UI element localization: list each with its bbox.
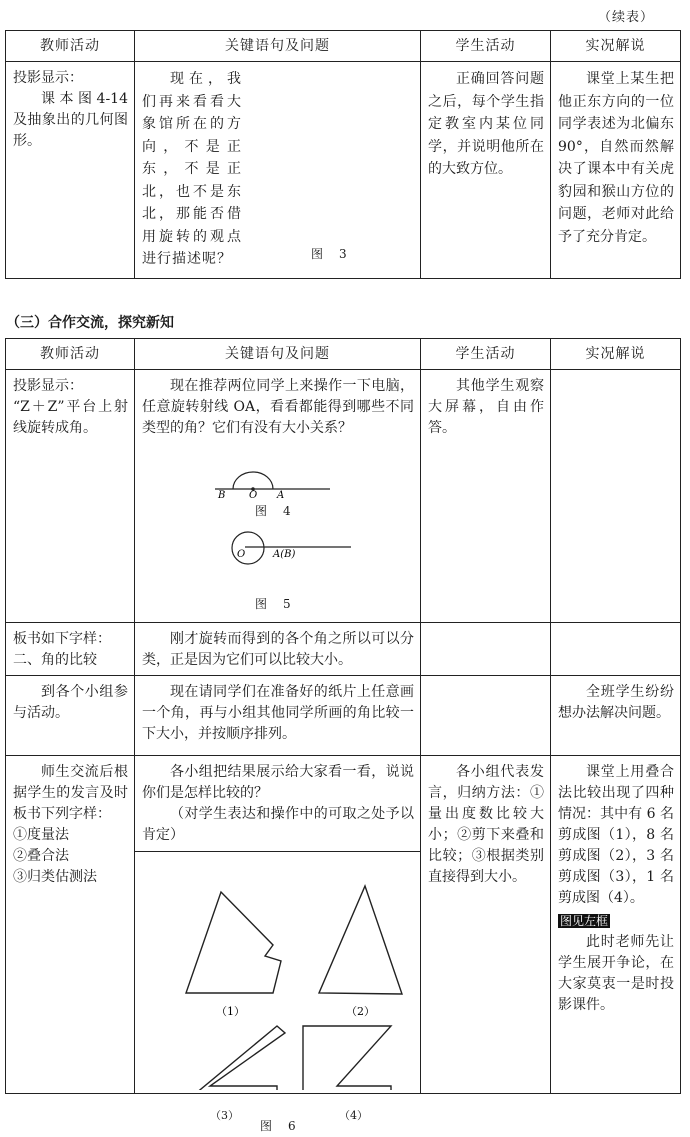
key-cell <box>135 756 421 1133</box>
commentary-cell <box>551 62 681 279</box>
student-cell <box>421 62 551 279</box>
header-teacher: 教师活动 <box>6 339 135 370</box>
teacher-cell <box>6 623 135 676</box>
label-b: B <box>218 490 226 498</box>
commentary-cell <box>551 370 681 623</box>
teacher-text: 到各个小组参与活动。 <box>13 684 128 721</box>
figure-caption: 图 6 <box>260 1119 298 1133</box>
key-text: 现在，我们再来看看大象馆所在的方向，不是正东，不是正北，也不是东北，那能否借用旋转的观点进行描述呢？ <box>142 71 242 267</box>
student-text: 正确回答问题之后，每个学生指定教室内某位同学，并说明他所在的大致方位。 <box>428 71 544 177</box>
student-cell <box>421 756 551 1094</box>
section-title: （三）合作交流，探究新知 <box>6 315 174 331</box>
shape-1 <box>186 892 281 993</box>
commentary-cell <box>551 623 681 676</box>
teacher-cell <box>6 370 135 623</box>
figure-caption: 图 4 <box>255 504 293 518</box>
student-cell <box>421 370 551 623</box>
teacher-line: 课本图4-14及抽象出的几何图形。 <box>13 91 128 149</box>
commentary-cell <box>551 756 681 1094</box>
teacher-line: 投影显示： <box>13 70 83 86</box>
key-text: 刚才旋转而得到的各个角之所以可以分类，正是因为它们可以比较大小。 <box>142 631 414 668</box>
commentary-text: 课堂上用叠合法比较出现了四种情况：其中有 6 名剪成图（1），8 名剪成图（2），3 名剪成图（3），1 名剪成图（4）。 <box>558 764 674 906</box>
teacher-line: ③归类估测法 <box>13 869 97 885</box>
key-text: 各小组把结果展示给大家看一看，说说你们是怎样比较的？ <box>142 764 414 801</box>
teacher-line: ②叠合法 <box>13 848 69 864</box>
label-3: （3） <box>210 1109 239 1122</box>
key-text: 现在推荐两位同学上来操作一下电脑，任意旋转射线 OA，看看都能得到哪些不同类型的角？它们有没有大小关系？ <box>142 378 414 436</box>
continued-label: （续表） <box>598 10 655 25</box>
shape-3 <box>195 1026 285 1090</box>
teacher-cell <box>6 676 135 756</box>
teacher-line: 投影显示： <box>13 378 83 394</box>
angle-arc <box>233 472 273 489</box>
header-key: 关键语句及问题 <box>135 31 421 62</box>
commentary-text: 全班学生纷纷想办法解决问题。 <box>558 684 674 721</box>
student-text: 各小组代表发言，归纳方法：①量出度数比较大小；②剪下来叠和比较；③根据类别直接得到大小。 <box>428 764 544 885</box>
teacher-cell <box>6 756 135 1094</box>
key-note: （对学生表达和操作中的可取之处予以肯定） <box>142 806 414 843</box>
key-cell <box>135 676 421 756</box>
teacher-line: 师生交流后根据学生的发言及时板书下列字样： <box>13 764 128 822</box>
key-text: 现在请同学们在准备好的纸片上任意画一个角，再与小组其他同学所画的角比较一下大小，并按顺序排列。 <box>142 684 414 742</box>
header-commentary: 实况解说 <box>551 339 681 370</box>
table-header-row <box>6 31 681 62</box>
label-o: O <box>237 549 246 560</box>
header-student: 学生活动 <box>421 339 551 370</box>
table-row <box>6 370 681 623</box>
commentary-text: 课堂上某生把他正东方向的一位同学表述为北偏东 90°，自然而然解决了课本中有关虎豹园和猴山方位的问题，老师对此给予了充分肯定。 <box>558 71 674 245</box>
figure-4 <box>205 470 335 498</box>
teacher-line: 二、角的比较 <box>13 652 97 668</box>
commentary-cell <box>551 676 681 756</box>
figure-5 <box>223 528 353 568</box>
label-a: A <box>277 490 285 498</box>
figure-caption: 图 3 <box>311 247 349 261</box>
student-text: 其他学生观察大屏幕，自由作答。 <box>428 378 544 436</box>
teacher-line: “Z＋Z”平台上射线旋转成角。 <box>13 399 128 436</box>
figure-caption: 图 5 <box>255 597 293 611</box>
label-o: O <box>249 490 258 498</box>
header-student: 学生活动 <box>421 31 551 62</box>
activity-table-2 <box>5 338 681 1133</box>
student-cell <box>421 676 551 756</box>
header-key: 关键语句及问题 <box>135 339 421 370</box>
label-ab: A(B) <box>273 549 296 560</box>
shape-2 <box>319 886 402 994</box>
header-commentary: 实况解说 <box>551 31 681 62</box>
table-row <box>6 623 681 676</box>
commentary-text-2: 此时老师先让学生展开争论，在大家莫衷一是时投影课件。 <box>558 934 674 1013</box>
label-1: （1） <box>216 1005 245 1018</box>
teacher-line: 板书如下字样： <box>13 631 111 647</box>
label-4: （4） <box>339 1109 368 1122</box>
key-cell <box>135 62 421 279</box>
label-2: （2） <box>346 1005 375 1018</box>
teacher-cell <box>6 62 135 279</box>
activity-table-1 <box>5 30 681 279</box>
table-header-row <box>6 339 681 370</box>
shape-4 <box>303 1026 391 1090</box>
header-teacher: 教师活动 <box>6 31 135 62</box>
table-row <box>6 676 681 756</box>
teacher-line: ①度量法 <box>13 827 69 843</box>
divider <box>135 851 421 852</box>
table-row <box>6 756 681 1094</box>
table-row <box>6 62 681 279</box>
figure-tag: 图见左框 <box>560 914 609 928</box>
student-cell <box>421 623 551 676</box>
figure-6 <box>165 860 405 1090</box>
key-cell <box>135 623 421 676</box>
key-cell <box>135 370 421 623</box>
